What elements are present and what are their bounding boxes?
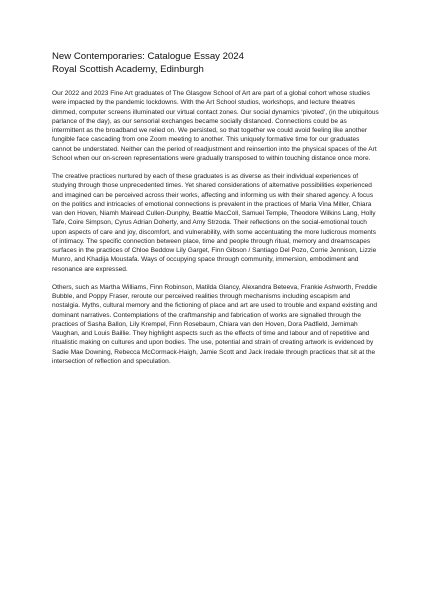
- paragraph-3: Others, such as Martha Williams, Finn Robinson, Matilda Glancy, Alexandra Beteeva, Frankie Ashworth, Freddie Bubble, and Poppy Fraser, reroute our perceived realities through mechanisms including escapism and nostalgia. Myths, cultural memory and the fictioning of place and art are used to trouble and expand existing and dominant narratives. Contemplations of the craftmanship and fabrication of works are signalled through the practices of Sasha Ballon, Lily Krempel, Finn Rosebaum, Chiara van den Hoven, Dora Padfield, Jemimah Vaughan, and Louis Baillie. They highlight aspects such as the effects of time and labour and of repetitive and ritualistic making on cultures and upon bodies. The use, potential and strain of creating artwork is evidenced by Sadie Mae Downing, Rebecca McCormack-Haigh, Jamie Scott and Jack Iredale through practices that sit at the intersection of reflection and speculation.: [52, 283, 378, 365]
- paragraph-2: The creative practices nurtured by each of these graduates is as diverse as their individual experiences of studying through those unprecedented times. Yet shared considerations of alternative possibilities experienced and imagined can be perceived across their works, affecting and informing us with their shared agency. A focus on the politics and intricacies of emotional connections is prevalent in the practices of Maria Vina Miller, Chiara van den Hoven, Niamh Mairead Cullen-Dunphy, Beattie MacColl, Samuel Temple, Theodore Wilkins Lang, Holly Tafe, Coire Simpson, Cyrus Adrian Doherty, and Amy Strzoda. Their reflections on the social-emotional touch upon aspects of care and joy, discomfort, and vulnerability, with some accentuating the more ludicrous moments of intimacy. The specific connection between place, time and people through ritual, memory and dreamscapes surfaces in the practices of Chloe Beddow Lily Garget, Finn Gibson / Santiago Del Pozo, Corrie Jennison, Lizzie Munro, and Khadija Moustafa. Ways of occupying space through community, immersion, embodiment and resonance are expressed.: [52, 173, 377, 273]
- document-page: [52, 51, 380, 366]
- title-line-1: New Contemporaries: Catalogue Essay 2024: [52, 51, 244, 62]
- title-line-2: Royal Scottish Academy, Edinburgh: [52, 63, 204, 75]
- document-title: [52, 51, 380, 76]
- paragraph-1: Our 2022 and 2023 Fine Art graduates of The Glasgow School of Art are part of a global cohort whose studies were impacted by the pandemic lockdowns. With the Art School studios, workshops, and lecture theatres dimmed, computer screens illuminated our virtual contact zones. Our social dynamics ‘pivoted’, (in the ubiquitous parlance of the day), as our sensorial exchanges became socially distanced. Connections could be as intermittent as the broadband we relied on. We persisted, so that together we could avoid feeling like another fungible face cascading from one Zoom meeting to another. This uniquely formative time for our graduates cannot be understated. Neither can the period of readjustment and reinsertion into the physical spaces of the Art School when our on-screen representations were gradually transposed to within touching distance once more.: [52, 90, 379, 162]
